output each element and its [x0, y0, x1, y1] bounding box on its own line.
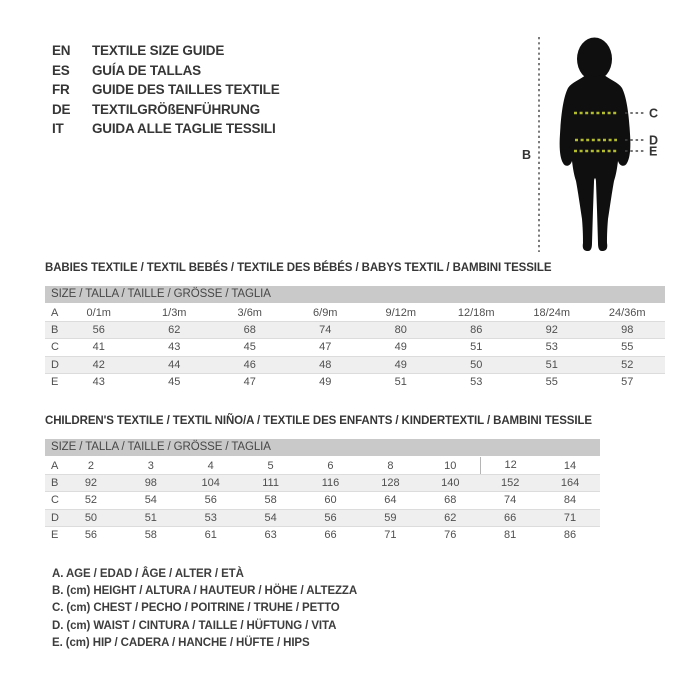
- row-label: D: [51, 358, 59, 371]
- table-cell: 12: [480, 457, 540, 474]
- table-cell: 55: [621, 341, 634, 354]
- table-cell: 51: [545, 358, 558, 371]
- table-cell: 66: [504, 511, 517, 524]
- table-cell: 76: [444, 528, 457, 541]
- table-cell: 6: [327, 459, 334, 472]
- language-title-block: [52, 41, 280, 139]
- legend-line: A. AGE / EDAD / ÂGE / ALTER / ETÀ: [52, 568, 244, 580]
- table-cell: 98: [621, 324, 634, 337]
- table-cell: 68: [444, 494, 457, 507]
- table-cell: 52: [621, 358, 634, 371]
- legend-line: E. (cm) HIP / CADERA / HANCHE / HÜFTE / HIPS: [52, 636, 310, 649]
- table-cell: 59: [384, 511, 397, 524]
- silhouette-body: [560, 74, 631, 251]
- table-cell: 92: [84, 477, 98, 490]
- table-cell: 71: [384, 528, 397, 541]
- table-cell: 12/18m: [457, 306, 495, 319]
- table-cell: 49: [394, 358, 407, 371]
- table-cell: 46: [243, 358, 256, 371]
- table-cell: 81: [504, 528, 517, 541]
- table-cell: 56: [92, 324, 105, 337]
- table-cell: 47: [243, 375, 256, 388]
- table-cell: 24/36m: [608, 306, 646, 319]
- table-cell: 53: [204, 511, 217, 524]
- language-code: IT: [52, 121, 64, 136]
- table-cell: 42: [92, 358, 105, 371]
- row-label: B: [51, 477, 59, 490]
- height-label: B: [522, 148, 532, 162]
- table-row: [45, 373, 665, 390]
- table-cell: 68: [243, 324, 256, 337]
- table-cell: 5: [267, 459, 274, 472]
- language-title-row: [52, 119, 280, 139]
- table-cell: 164: [560, 477, 580, 490]
- table-cell: 80: [394, 324, 407, 337]
- table-cell: 140: [441, 477, 460, 490]
- table-row: [45, 457, 600, 474]
- legend-line: C. (cm) CHEST / PECHO / POITRINE / TRUHE / PETTO: [52, 602, 340, 615]
- table-cell: 63: [264, 528, 277, 541]
- table-cell: 74: [319, 324, 332, 337]
- table-cell: 0/1m: [86, 306, 111, 319]
- table-cell: 57: [621, 375, 634, 388]
- waist-label: D: [649, 133, 659, 148]
- table-cell: 86: [563, 528, 577, 541]
- table-cell: 1/3m: [162, 306, 187, 319]
- row-label: A: [51, 459, 59, 472]
- table-cell: 128: [381, 477, 400, 490]
- table-cell: 2: [87, 459, 94, 472]
- table-cell: 45: [243, 341, 256, 354]
- children-table-title: CHILDREN'S TEXTILE / TEXTIL NIÑO/A / TEXTILE DES ENFANTS / KINDERTEXTIL / BAMBINI TESSILE: [45, 415, 592, 427]
- children-size-table: [45, 439, 600, 543]
- table-cell: 49: [319, 375, 332, 388]
- table-cell: 58: [144, 528, 157, 541]
- language-title-row: [52, 61, 280, 81]
- table-cell: 116: [321, 477, 340, 490]
- guide-title-text: TEXTILE SIZE GUIDE: [92, 43, 225, 58]
- table-cell: 50: [84, 511, 98, 524]
- row-label: E: [51, 528, 59, 541]
- table-row: [45, 474, 600, 491]
- table-cell: 56: [204, 494, 217, 507]
- table-row: [45, 509, 600, 526]
- table-row: [45, 356, 665, 373]
- table-cell: 84: [563, 494, 577, 507]
- row-label: B: [51, 324, 59, 337]
- language-code: DE: [52, 101, 71, 117]
- table-row: [45, 304, 665, 321]
- table-row: [45, 526, 600, 543]
- table-cell: 92: [545, 324, 558, 337]
- table-cell: 62: [168, 324, 181, 337]
- table-cell: 41: [92, 341, 105, 354]
- legend-line: D. (cm) WAIST / CINTURA / TAILLE / HÜFTUNG / VITA: [52, 619, 337, 632]
- table-cell: 56: [324, 511, 337, 524]
- table-cell: 51: [470, 341, 483, 354]
- language-code: FR: [52, 82, 70, 97]
- hip-label: E: [649, 144, 658, 159]
- guide-title-text: GUIDE DES TAILLES TEXTILE: [92, 82, 280, 97]
- table-cell: 3/6m: [237, 306, 262, 319]
- table-cell: 98: [144, 477, 157, 490]
- table-cell: 58: [264, 494, 277, 507]
- table-cell: 55: [545, 375, 558, 388]
- language-code: EN: [52, 43, 71, 58]
- table-cell: 44: [168, 358, 181, 371]
- babies-size-table: [45, 286, 665, 390]
- table-row: [45, 338, 665, 355]
- guide-title-text: GUÍA DE TALLAS: [92, 62, 201, 78]
- table-cell: 43: [92, 375, 105, 388]
- guide-title-text: TEXTILGRÖßENFÜHRUNG: [92, 101, 260, 117]
- row-label: C: [51, 341, 59, 354]
- table-cell: 51: [394, 375, 407, 388]
- table-cell: 3: [147, 459, 154, 472]
- table-cell: 54: [264, 511, 277, 524]
- table-cell: 8: [387, 459, 394, 472]
- legend-line: B. (cm) HEIGHT / ALTURA / HAUTEUR / HÖHE / ALTEZZA: [52, 585, 358, 598]
- table-cell: 104: [201, 477, 220, 490]
- child-silhouette-figure: [498, 24, 700, 264]
- table-cell: 66: [324, 528, 337, 541]
- table-cell: 43: [168, 341, 181, 354]
- silhouette-head: [577, 38, 612, 81]
- language-title-row: [52, 41, 280, 61]
- babies-size-header: SIZE / TALLA / TAILLE / GRÖSSE / TAGLIA: [45, 286, 665, 303]
- table-cell: 51: [144, 511, 157, 524]
- language-title-row: [52, 80, 280, 100]
- measurement-legend: [52, 566, 357, 652]
- row-label: A: [51, 306, 59, 319]
- table-cell: 4: [207, 459, 214, 472]
- table-cell: 64: [384, 494, 397, 507]
- table-cell: 56: [84, 528, 98, 541]
- table-cell: 62: [444, 511, 457, 524]
- table-cell: 14: [563, 459, 577, 472]
- language-code: ES: [52, 62, 70, 78]
- table-cell: 71: [563, 511, 577, 524]
- table-cell: 9/12m: [385, 306, 417, 319]
- table-cell: 48: [319, 358, 332, 371]
- table-cell: 53: [470, 375, 483, 388]
- chest-label: C: [649, 106, 659, 121]
- table-cell: 53: [545, 341, 558, 354]
- children-size-header: SIZE / TALLA / TAILLE / GRÖSSE / TAGLIA: [45, 439, 600, 456]
- table-cell: 152: [500, 477, 520, 490]
- row-label: D: [51, 511, 59, 524]
- table-cell: 45: [168, 375, 181, 388]
- table-row: [45, 491, 600, 508]
- row-label: C: [51, 494, 59, 507]
- table-row: [45, 321, 665, 338]
- table-cell: 52: [84, 494, 98, 507]
- table-cell: 49: [394, 341, 407, 354]
- guide-title-text: GUIDA ALLE TAGLIE TESSILI: [92, 121, 276, 136]
- row-label: E: [51, 375, 59, 388]
- table-cell: 47: [319, 341, 332, 354]
- table-cell: 54: [144, 494, 157, 507]
- table-cell: 111: [262, 477, 279, 490]
- table-cell: 60: [324, 494, 337, 507]
- table-cell: 6/9m: [313, 306, 338, 319]
- table-cell: 10: [444, 459, 457, 472]
- table-cell: 18/24m: [533, 306, 571, 319]
- table-cell: 74: [504, 494, 517, 507]
- table-cell: 50: [470, 358, 483, 371]
- table-cell: 86: [470, 324, 483, 337]
- table-cell: 61: [204, 528, 217, 541]
- babies-table-title: BABIES TEXTILE / TEXTIL BEBÉS / TEXTILE DES BÉBÉS / BABYS TEXTIL / BAMBINI TESSILE: [45, 262, 552, 274]
- language-title-row: [52, 100, 280, 120]
